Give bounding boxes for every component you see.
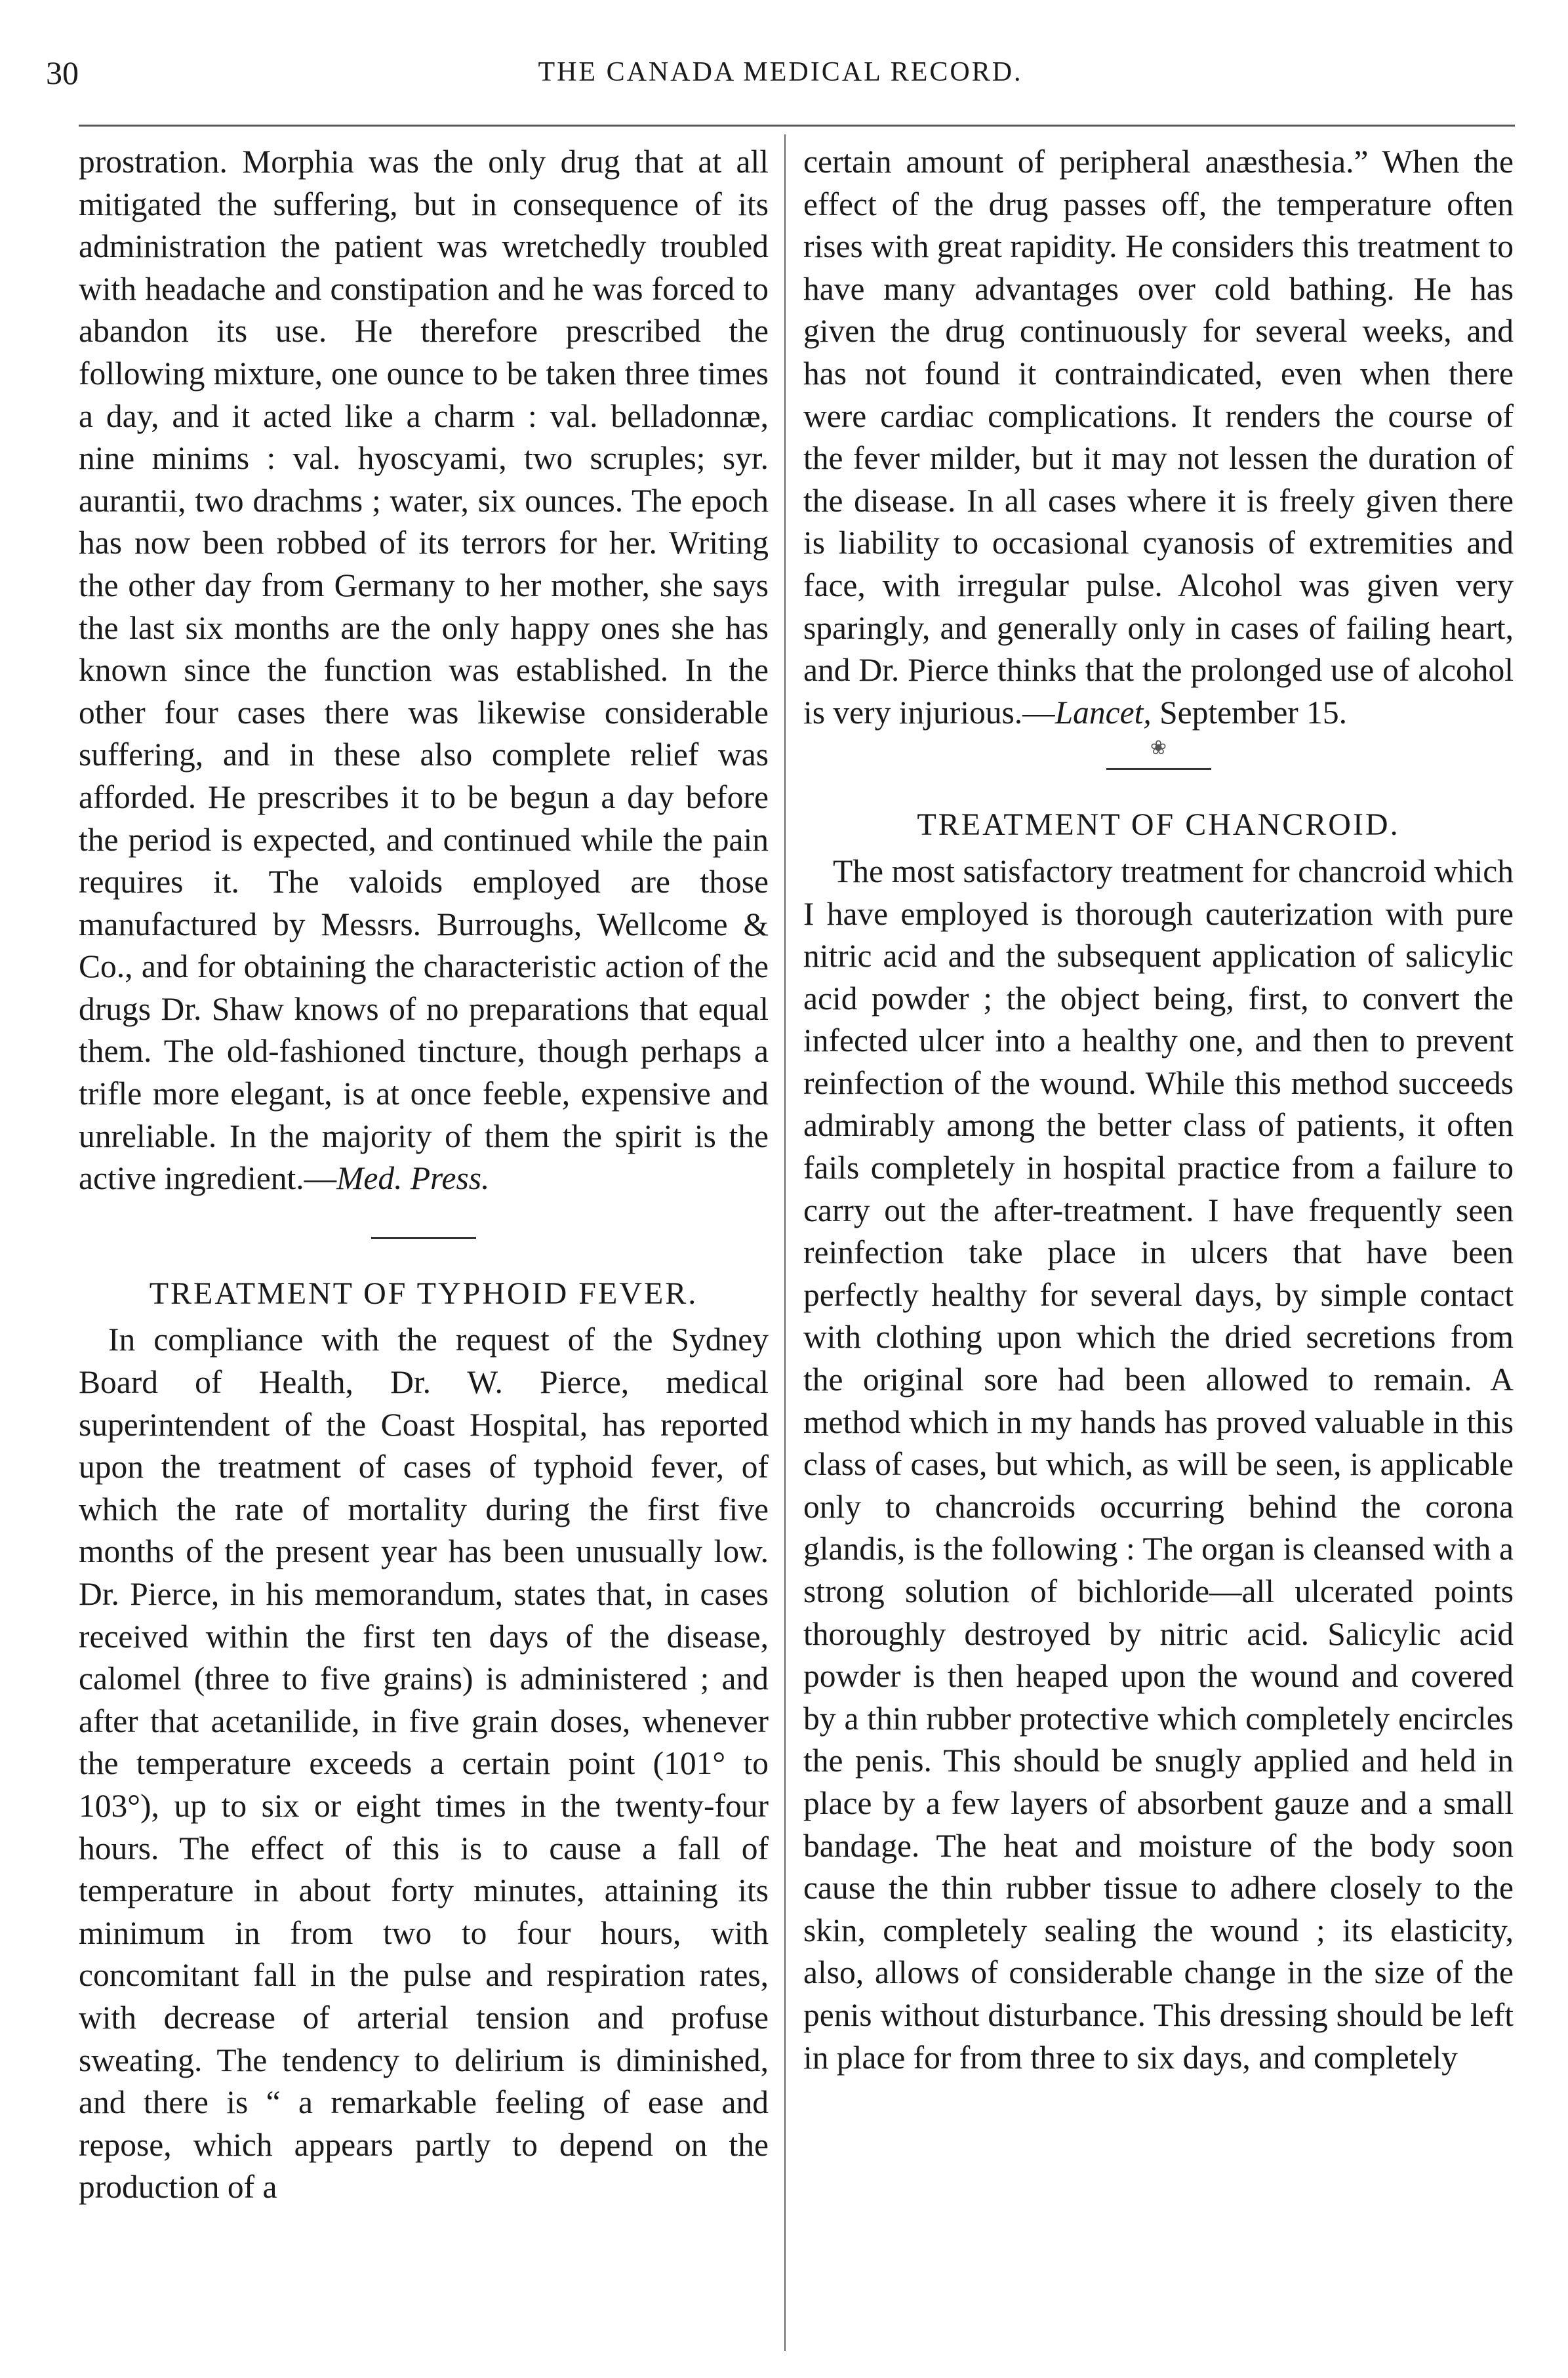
source-citation: Lancet, [1055,694,1152,731]
section-rule [371,1237,476,1239]
source-citation: Med. Press. [336,1160,490,1197]
article-paragraph-typhoid: In compliance with the request of the Sydney Board of Health, Dr. W. Pierce, medical superintendent of the Coast Hospital, has reported upon the treatment of cases of typhoid fever, of which the rate of mortality during the first five months of the present year has been unusually low. Dr. Pierce, in his memorandum, states that, in cases received within the first ten days of the disease, calomel (three to five grains) is administered ; and after that acetanilide, in five grain doses, whenever the temperature exceeds a certain point (101° to 103°), up to six or eight times in the twenty-four hours. The effect of this is to cause a fall of temperature in about forty minutes, attaining its minimum in from two to four hours, with concomitant fall in the pulse and respiration rates, with decrease of arterial tension and profuse sweating. The tendency to delirium is diminished, and there is “ a remarkable feeling of ease and repose, which appears partly to depend on the production of a [79,1321,769,2206]
ornament-glyph: ❀ [1150,737,1167,759]
article-paragraph-chancroid: The most satisfactory treatment for chancroid which I have employed is thorough cauterization with pure nitric acid and the subsequent application of salicylic acid powder ; the object being, first, to convert the infected ulcer into a healthy one, and then to prevent reinfection of the wound. While this method succeeds admirably among the better class of patients, it often fails completely in hospital practice from a failure to carry out the after-treatment. I have frequently seen reinfection take place in ulcers that have been perfectly healthy for several days, by simple contact with clothing upon which the dried secretions from the original sore had been allowed to remain. A method which in my hands has proved valuable in this class of cases, but which, as will be seen, is applicable only to chancroids occurring behind the corona glandis, is the following : The organ is cleansed with a strong solution of bichloride—all ulcerated points thoroughly destroyed by nitric acid. Salicylic acid powder is then heaped upon the wound and covered by a thin rubber protective which completely encircles the penis. This should be snugly applied and held in place by a few layers of absorbent gauze and a small bandage. The heat and moisture of the body soon cause the thin rubber tissue to adhere closely to the skin, completely sealing the wound ; its elasticity, also, allows of considerable change in the size of the penis without disturbance. This dressing should be left in place for from three to six days, and completely [803,853,1514,2076]
page-header [46,54,1515,93]
page-number: 30 [46,54,79,91]
header-rule [79,125,1515,127]
column-divider [784,134,786,2351]
heading-typhoid: TREATMENT OF TYPHOID FEVER. [149,1276,698,1311]
section-rule [1106,768,1211,770]
heading-chancroid: TREATMENT OF CHANCROID. [917,807,1400,843]
article-paragraph: prostration. Morphia was the only drug that at all mitigated the suffering, but in consequence of its administration the patient was wretchedly troubled with headache and constipation and he was forced to abandon its use. He therefore prescribed the following mixture, one ounce to be taken three times a day, and it acted like a charm : val. belladonnæ, nine minims : val. hyoscyami, two scruples; syr. aurantii, two drachms ; water, six ounces. The epoch has now been robbed of its terrors for her. Writing the other day from Germany to her mother, she says the last six months are the only happy ones she has known since the function was established. In the other four cases there was likewise considerable suffering, and in these also complete relief was afforded. He prescribes it to be begun a day before the period is expected, and continued while the pain requires it. The valoids employed are those manufactured by Messrs. Burroughs, Wellcome & Co., and for obtaining the characteristic action of the drugs Dr. Shaw knows of no preparations that equal them. The old-fashioned tincture, though perhaps a trifle more elegant, is at once feeble, expensive and unreliable. In the majority of them the spirit is the active ingredient.—Med. Press. [79,144,769,1197]
left-column [79,141,769,2209]
source-date: September 15. [1151,694,1348,731]
right-column [803,141,1514,2079]
article-paragraph-typhoid-continued: certain amount of peripheral anæsthesia.” When the effect of the drug passes off, the temperature often rises with great rapidity. He considers this treatment to have many advantages over cold bathing. He has given the drug continuously for several weeks, and has not found it contraindicated, even when there were cardiac complications. It renders the course of the fever milder, but it may not lessen the duration of the disease. In all cases where it is freely given there is liability to occasional cyanosis of extremities and face, with irregular pulse. Alcohol was given very sparingly, and generally only in cases of failing heart, and Dr. Pierce thinks that the prolonged use of alcohol is very injurious.—Lancet, September 15. [803,144,1514,731]
running-title: THE CANADA MEDICAL RECORD. [538,57,1023,87]
